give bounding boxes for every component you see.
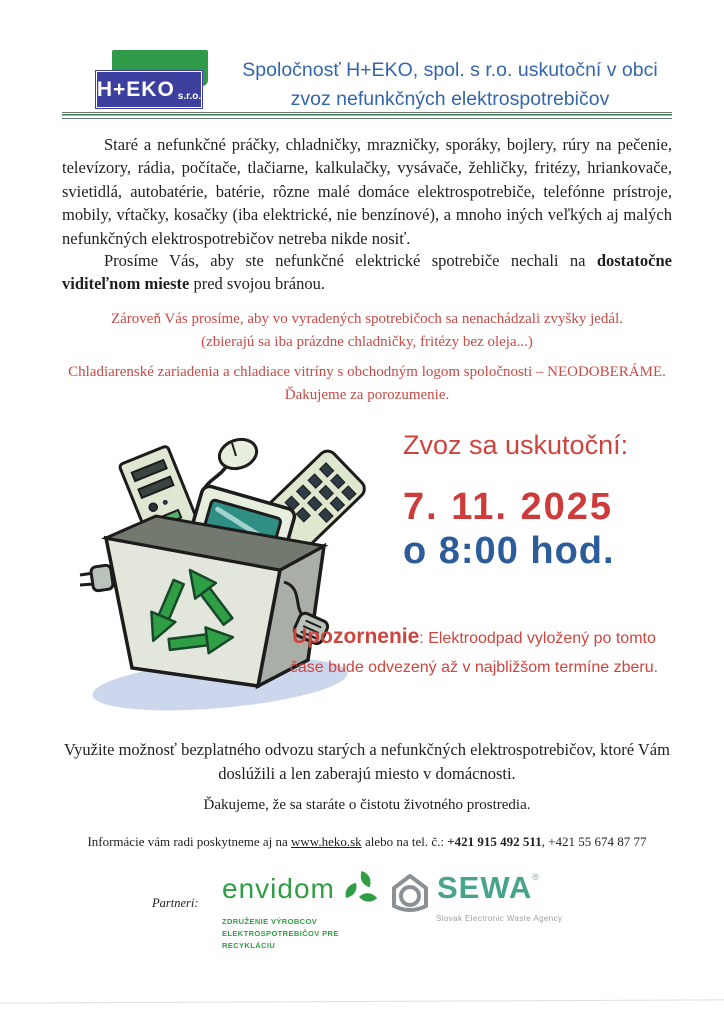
header-divider (62, 112, 672, 120)
thanks-line: Ďakujeme, že sa staráte o čistotu životného prostredia. (203, 797, 531, 813)
contact-mid: alebo na tel. č.: (361, 834, 448, 849)
scan-artifact-line (0, 999, 724, 1003)
warning-label: Upozornenie (292, 625, 420, 648)
red-note-fridges-line1: Chladiarenské zariadenia a chladiace vitríny s obchodným logom spoločnosti – NEODOBERÁME. (68, 364, 666, 380)
envidom-logo (222, 866, 382, 952)
sewa-tagline: Slovak Electronic Waste Agency (436, 914, 563, 923)
sewa-registered-mark: ® (532, 872, 539, 882)
red-note-food-line1: Zároveň Vás prosíme, aby vo vyradených spotrebičoch sa nenachádzali zvyšky jedál. (110, 311, 624, 327)
envidom-leaf-recycle-icon (341, 866, 382, 912)
request-paragraph (62, 249, 672, 296)
warning-text: : Elektroodpad vyložený po tomto čase bude odvezený až v najbližšom termíne zberu. (289, 630, 659, 676)
red-note-fridges-line2: Ďakujeme za porozumenie. (284, 387, 450, 404)
request-paragraph-bold: dostatočne viditeľnom mieste (62, 251, 672, 294)
contact-phone-secondary: , +421 55 674 87 77 (541, 834, 647, 849)
heko-logo-text: H+EKO (96, 77, 175, 101)
request-paragraph-pre: Prosíme Vás, aby ste nefunkčné elektrické spotrebiče nechali na (104, 251, 597, 270)
envidom-tagline-line1: ZDRUŽENIE VÝROBCOV (222, 917, 318, 926)
red-note-food-line2: (zbierajú sa iba prázdne chladničky, fritézy bez oleja...) (201, 334, 533, 351)
red-note-food (62, 308, 672, 355)
page-title (232, 56, 668, 115)
sewa-logo (388, 872, 562, 923)
schedule-time: o 8:00 hod. (403, 530, 615, 572)
sewa-house-icon (388, 872, 432, 912)
heko-logo-suffix: s.r.o. (177, 91, 202, 102)
request-paragraph-post: pred svojou bránou. (189, 274, 325, 294)
contact-phone-primary: +421 915 492 511 (447, 834, 542, 849)
contact-line (62, 834, 672, 850)
schedule-heading: Zvoz sa uskutoční: (403, 430, 629, 460)
contact-pre: Informácie vám radi poskytneme aj na (87, 834, 292, 849)
envidom-wordmark: envidom (222, 873, 335, 904)
schedule-date: 7. 11. 2025 (403, 486, 614, 528)
warning-note (278, 620, 670, 681)
page-title-line1: Spoločnosť H+EKO, spol. s r.o. uskutoční v obci (242, 59, 658, 81)
heko-logo-blue-block (96, 71, 202, 108)
intro-paragraph-text: Staré a nefunkčné práčky, chladničky, mrazničky, sporáky, bojlery, rúry na pečenie, televízory, rádia, počítače, tlačiarne, kalkulačky, vysávače, žehličky, fritézy, hriankovače, svietidlá, autobatérie, batérie, rôzne malé domáce elektrospotrebiče, telefónne prístroje, mobily, vŕtačky, kosačky (iba elektrické, nie benzínové), a mnoho iných veľkých aj malých nefunkčných elektrospotrebičov netreba nikde nosiť. (62, 135, 672, 248)
sewa-wordmark: SEWA (437, 870, 533, 905)
cta-paragraph: Využite možnosť bezplatného odvozu starých a nefunkčných elektrospotrebičov, ktoré Vám doslúžili a len zaberajú miesto v domácnosti. (64, 740, 670, 783)
partners-label: Partneri: (152, 896, 199, 910)
page-title-line2: zvoz nefunkčných elektrospotrebičov (290, 88, 610, 111)
heko-website-link[interactable]: www.heko.sk (291, 834, 362, 849)
heko-logo (96, 50, 212, 110)
intro-paragraph (62, 133, 672, 250)
red-note-fridges (62, 361, 672, 408)
envidom-tagline-line2: ELEKTROSPOTREBIČOV PRE RECYKLÁCIU (222, 929, 339, 950)
